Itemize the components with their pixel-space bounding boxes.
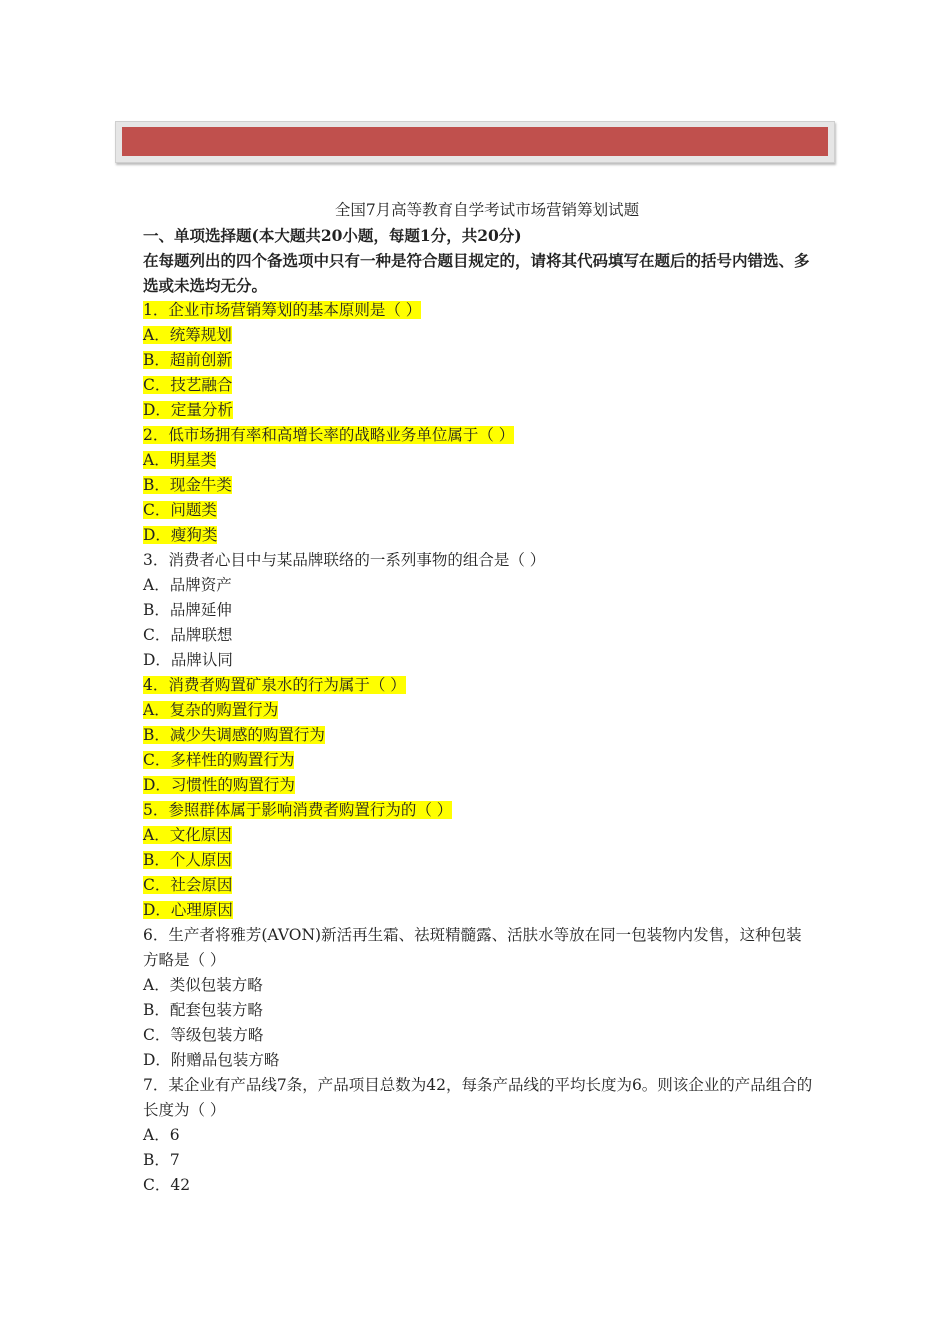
question-stem: 2．低市场拥有率和高增长率的战略业务单位属于（ ） bbox=[143, 426, 515, 444]
option-text: A．复杂的购置行为 bbox=[143, 701, 279, 719]
option bbox=[143, 848, 813, 873]
question-stem: 6．生产者将雅芳(AVON)新活再生霜、祛斑精髓露、活肤水等放在同一包装物内发售，这种包装方略是（ ） bbox=[143, 926, 802, 969]
option bbox=[143, 1023, 813, 1048]
option-text: B．减少失调感的购置行为 bbox=[143, 726, 325, 744]
option-text: C．社会原因 bbox=[143, 876, 233, 894]
header-banner bbox=[115, 121, 835, 163]
option bbox=[143, 473, 813, 498]
question-1 bbox=[143, 298, 813, 323]
option-text: C．技艺融合 bbox=[143, 376, 233, 394]
option bbox=[143, 398, 813, 423]
question-5 bbox=[143, 798, 813, 823]
option-text: C．问题类 bbox=[143, 501, 217, 519]
option bbox=[143, 323, 813, 348]
header-banner-bar bbox=[122, 127, 828, 156]
option-text: B．7 bbox=[143, 1151, 180, 1169]
option bbox=[143, 348, 813, 373]
option-text: D．心理原因 bbox=[143, 901, 233, 919]
question-2 bbox=[143, 423, 813, 448]
option-text: A．明星类 bbox=[143, 451, 217, 469]
option-text: B．品牌延伸 bbox=[143, 601, 232, 619]
option bbox=[143, 598, 813, 623]
option-text: A．品牌资产 bbox=[143, 576, 232, 594]
option bbox=[143, 748, 813, 773]
question-stem: 7．某企业有产品线7条，产品项目总数为42，每条产品线的平均长度为6。则该企业的产品组合的长度为（ ） bbox=[143, 1076, 813, 1119]
option bbox=[143, 623, 813, 648]
option bbox=[143, 823, 813, 848]
question-3 bbox=[143, 548, 813, 573]
question-4 bbox=[143, 673, 813, 698]
option bbox=[143, 648, 813, 673]
option-text: B．配套包装方略 bbox=[143, 1001, 263, 1019]
document-body bbox=[143, 198, 813, 1198]
option bbox=[143, 573, 813, 598]
page-title: 全国7月高等教育自学考试市场营销筹划试题 bbox=[334, 201, 640, 219]
option bbox=[143, 1173, 813, 1198]
option-text: C．等级包装方略 bbox=[143, 1026, 264, 1044]
section-heading: 一、单项选择题(本大题共20小题，每题1分，共20分) bbox=[143, 226, 522, 245]
option-text: D．定量分析 bbox=[143, 401, 233, 419]
option-text: B．个人原因 bbox=[143, 851, 232, 869]
section-instructions: 在每题列出的四个备选项中只有一种是符合题目规定的，请将其代码填写在题后的括号内错选、多选或未选均无分。 bbox=[143, 251, 810, 295]
option bbox=[143, 1123, 813, 1148]
option bbox=[143, 873, 813, 898]
option-text: A．6 bbox=[143, 1126, 180, 1144]
question-stem: 5．参照群体属于影响消费者购置行为的（ ） bbox=[143, 801, 453, 819]
option-text: D．附赠品包装方略 bbox=[143, 1051, 280, 1069]
option-text: D．瘦狗类 bbox=[143, 526, 218, 544]
option-text: B．超前创新 bbox=[143, 351, 232, 369]
question-stem: 1．企业市场营销筹划的基本原则是（ ） bbox=[143, 301, 422, 319]
option-text: A．统筹规划 bbox=[143, 326, 232, 344]
question-6 bbox=[143, 923, 813, 973]
option bbox=[143, 723, 813, 748]
option bbox=[143, 698, 813, 723]
option-text: D．习惯性的购置行为 bbox=[143, 776, 295, 794]
option-text: C．42 bbox=[143, 1176, 191, 1194]
option bbox=[143, 498, 813, 523]
question-7 bbox=[143, 1073, 813, 1123]
question-stem: 3．消费者心目中与某品牌联络的一系列事物的组合是（ ） bbox=[143, 551, 546, 569]
option bbox=[143, 998, 813, 1023]
option bbox=[143, 373, 813, 398]
option bbox=[143, 1148, 813, 1173]
question-stem: 4．消费者购置矿泉水的行为属于（ ） bbox=[143, 676, 406, 694]
option bbox=[143, 898, 813, 923]
option bbox=[143, 773, 813, 798]
option-text: B．现金牛类 bbox=[143, 476, 232, 494]
option bbox=[143, 973, 813, 998]
option-text: D．品牌认同 bbox=[143, 651, 233, 669]
option-text: A．文化原因 bbox=[143, 826, 232, 844]
option bbox=[143, 523, 813, 548]
option bbox=[143, 448, 813, 473]
option bbox=[143, 1048, 813, 1073]
option-text: C．品牌联想 bbox=[143, 626, 233, 644]
option-text: C．多样性的购置行为 bbox=[143, 751, 295, 769]
option-text: A．类似包装方略 bbox=[143, 976, 263, 994]
